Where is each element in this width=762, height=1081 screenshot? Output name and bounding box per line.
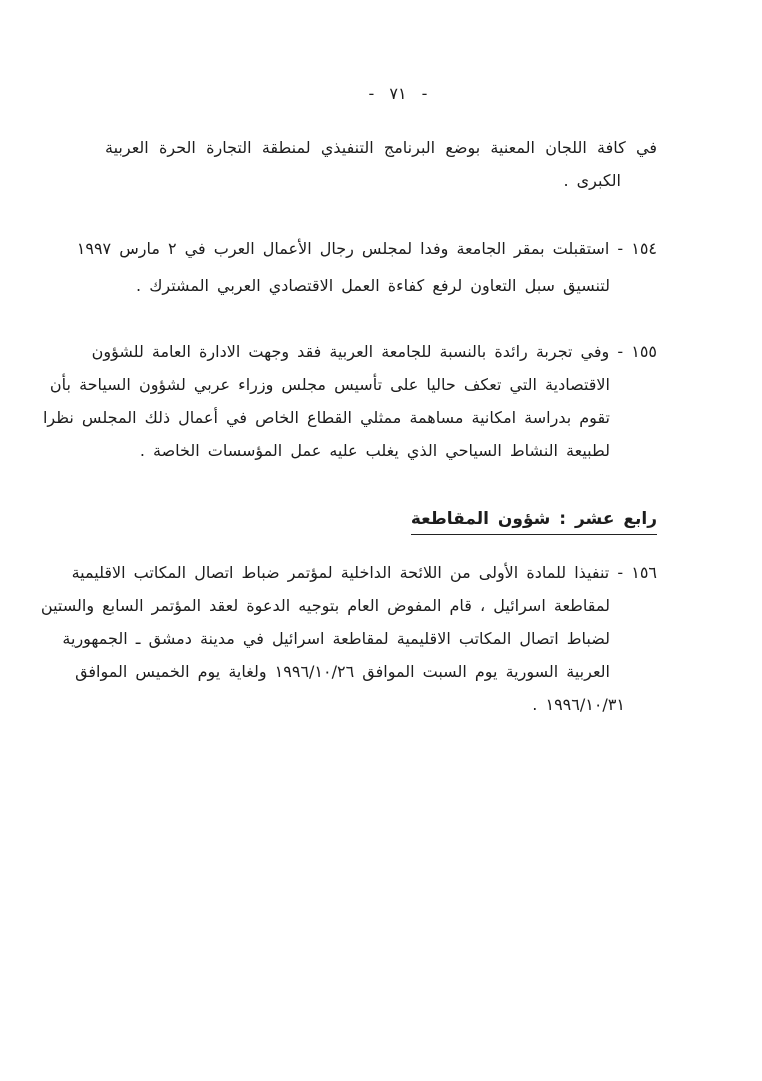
- item-text: وفي تجربة رائدة بالنسبة للجامعة العربية فقد وجهت الادارة العامة للشؤون: [91, 342, 610, 361]
- text-line: لضباط اتصال المكاتب الاقليمية لمقاطعة اسرائيل في مدينة دمشق ـ الجمهورية: [62, 629, 610, 648]
- text-line: لمقاطعة اسرائيل ، قام المفوض العام بتوجيه الدعوة لعقد المؤتمر السابع والستين: [40, 596, 610, 615]
- text-line: لتنسيق سبل التعاون لرفع كفاءة العمل الاقتصادي العربي المشترك .: [136, 276, 610, 295]
- item-number: ١٥٦ -: [617, 563, 657, 582]
- text-line: [76, 230, 657, 267]
- text-line: العربية السورية يوم السبت الموافق ١٩٩٦/١٠/٢٦ ولغاية يوم الخميس الموافق: [75, 662, 610, 681]
- page-number: - ٧١ -: [368, 84, 428, 103]
- text-line: الكبرى .: [563, 171, 621, 190]
- text-line: [91, 335, 657, 368]
- text-line: الاقتصادية التي تعكف حاليا على تأسيس مجلس وزراء عربي لشؤون السياحة بأن: [49, 375, 610, 394]
- text-line: [71, 556, 657, 589]
- paragraph-item-156: [40, 556, 657, 721]
- item-text: استقبلت بمقر الجامعة وفدا لمجلس رجال الأعمال العرب في ٢ مارس ١٩٩٧: [76, 239, 610, 258]
- paragraph-item-155: [42, 335, 657, 467]
- text-line: ١٩٩٦/١٠/٣١ .: [532, 695, 625, 714]
- paragraph-continuation: [105, 131, 657, 197]
- text-line: في كافة اللجان المعنية بوضع البرنامج التنفيذي لمنطقة التجارة الحرة العربية: [105, 138, 657, 157]
- text-line: تقوم بدراسة امكانية مساهمة ممثلي القطاع الخاص في أعمال ذلك المجلس نظرا: [42, 408, 610, 427]
- item-number: ١٥٤ -: [617, 239, 657, 258]
- section-heading: رابع عشر : شؤون المقاطعة: [411, 509, 657, 535]
- item-text: تنفيذا للمادة الأولى من اللائحة الداخلية لمؤتمر ضباط اتصال المكاتب الاقليمية: [71, 563, 610, 582]
- item-number: ١٥٥ -: [617, 342, 657, 361]
- text-line: لطبيعة النشاط السياحي الذي يغلب عليه عمل المؤسسات الخاصة .: [139, 441, 610, 460]
- paragraph-item-154: [76, 230, 657, 304]
